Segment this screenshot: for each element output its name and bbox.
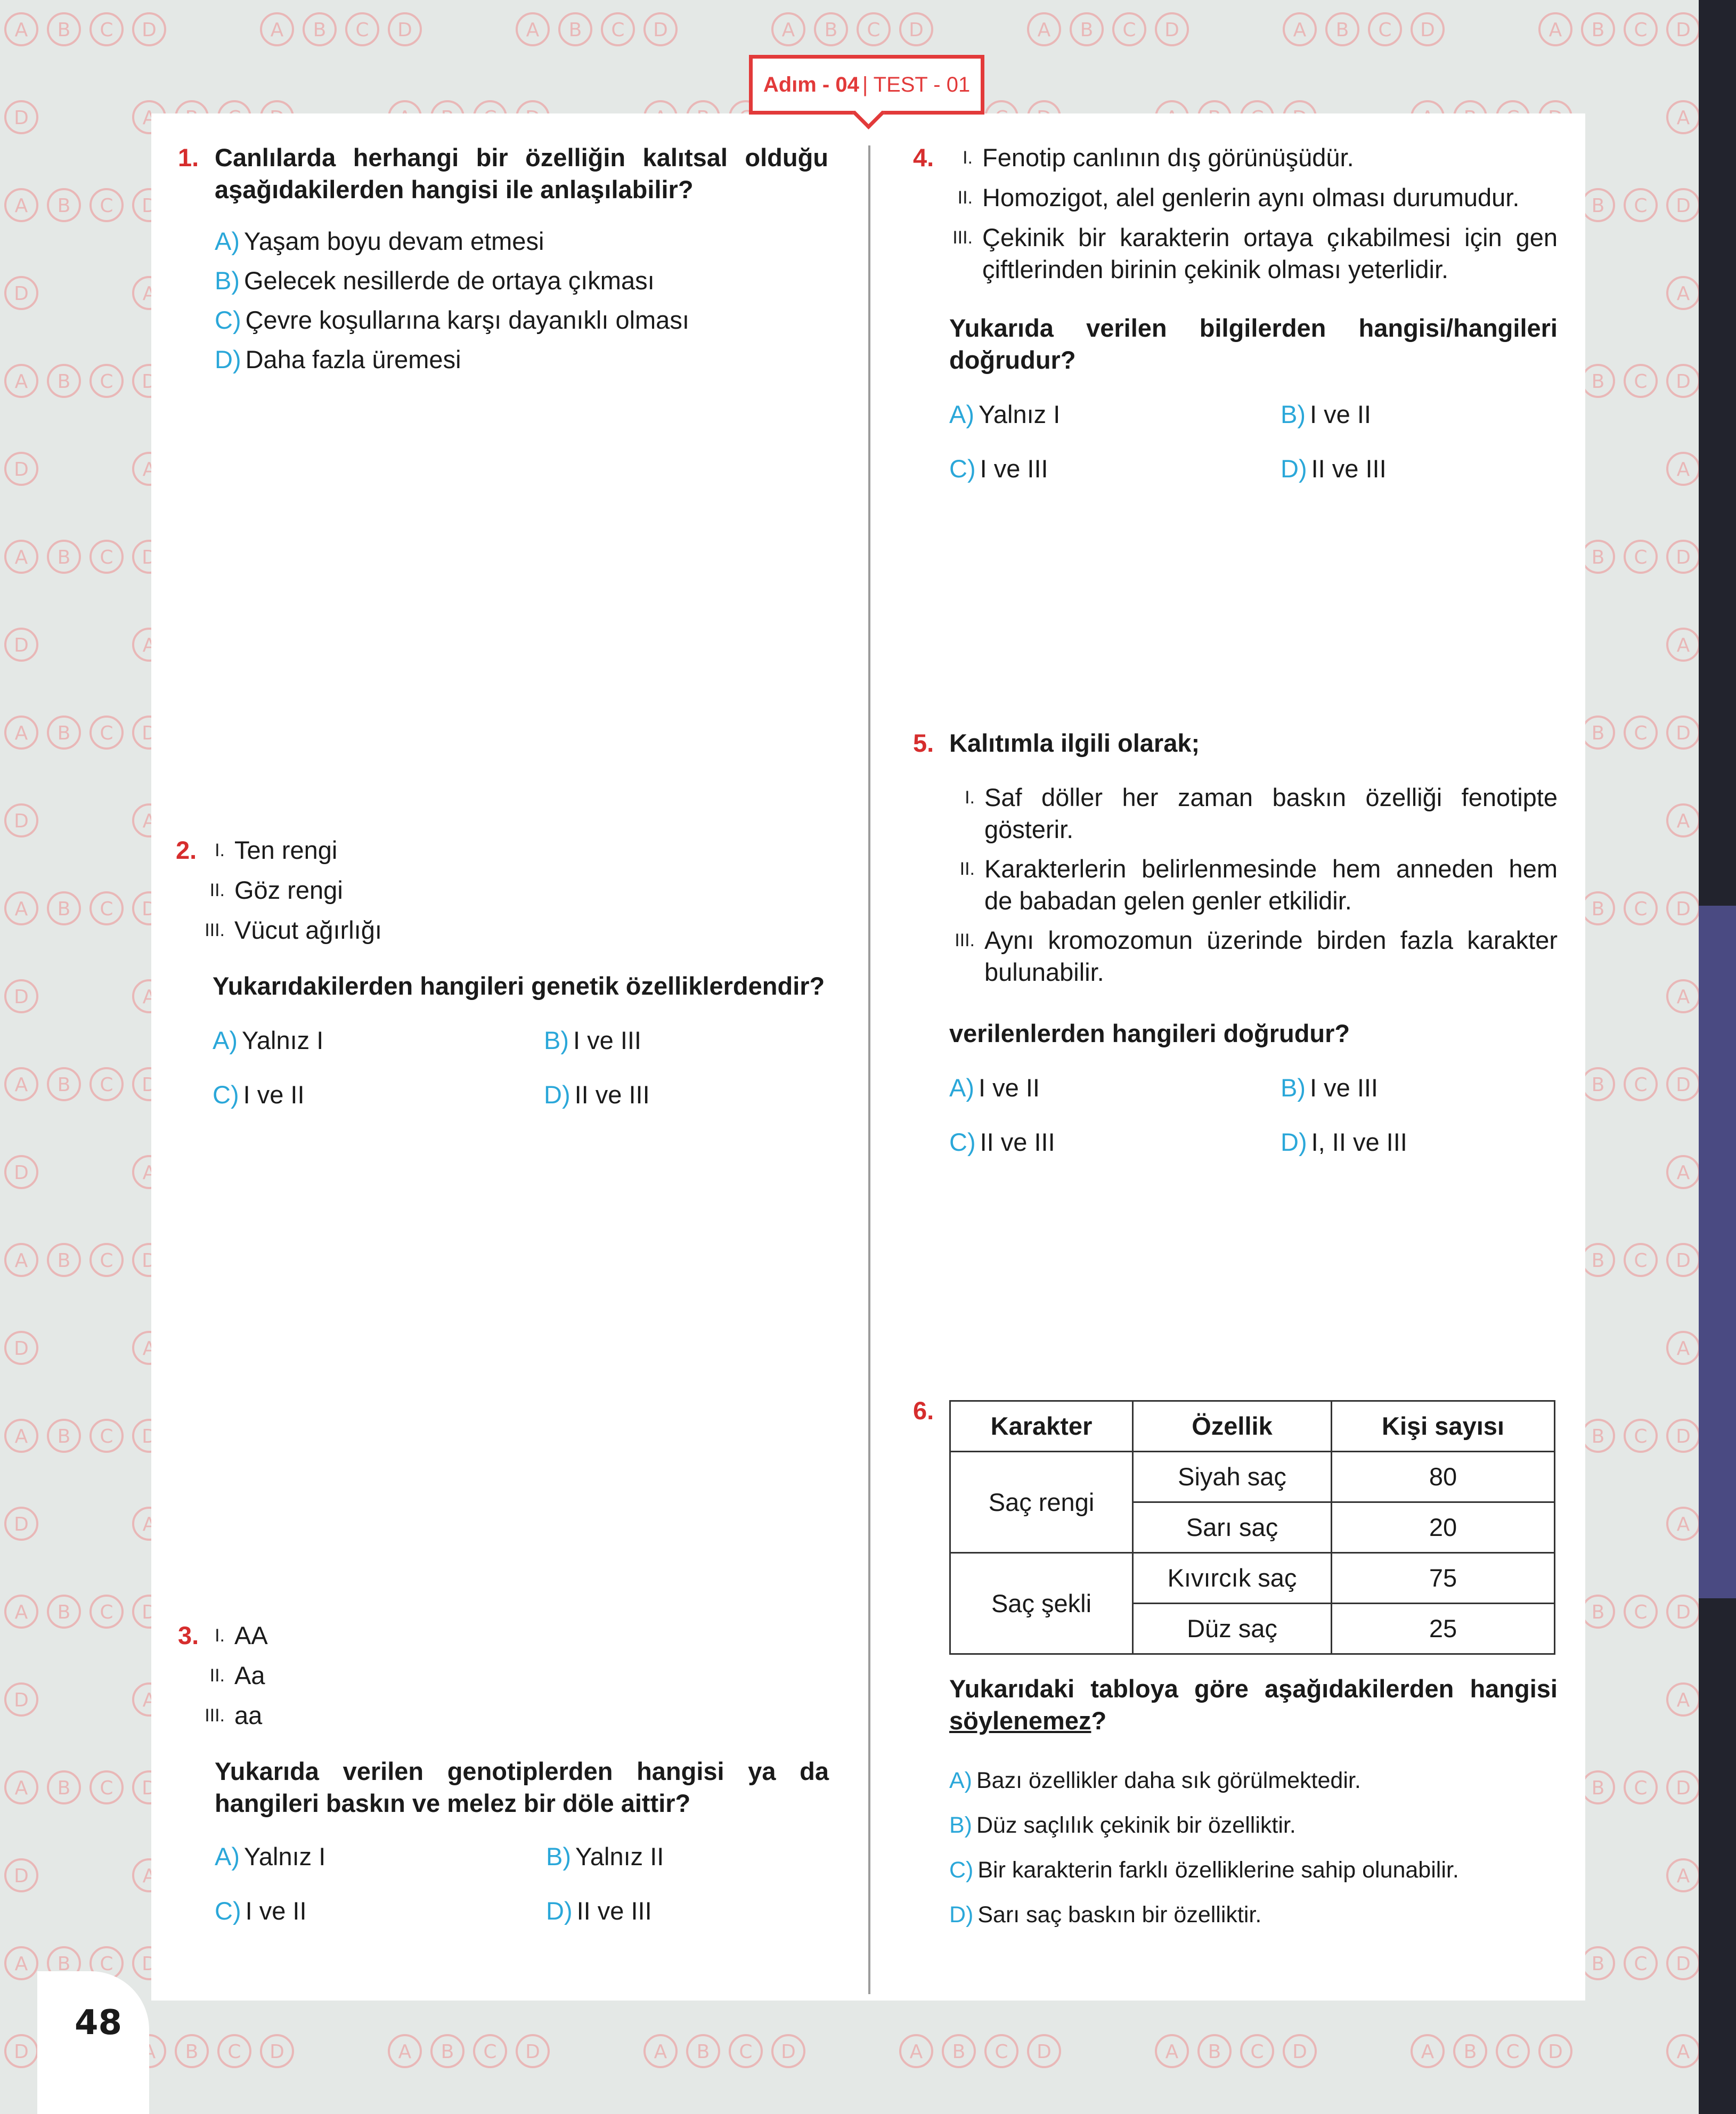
question-stem: Yukarıda verilen bilgilerden hangisi/hangileri doğrudur? bbox=[949, 314, 1558, 374]
statement-ii: II. Karakterlerin belirlenmesinde hem anneden hem de babadan gelen genler etkilidir. bbox=[959, 855, 1558, 915]
statement-i: I. Fenotip canlının dış görünüşüdür. bbox=[963, 143, 1354, 172]
question-intro: Kalıtımla ilgili olarak; bbox=[949, 729, 1200, 757]
table-cell: 25 bbox=[1332, 1604, 1555, 1654]
step-test-badge bbox=[749, 55, 984, 115]
option-d[interactable]: D) I, II ve III bbox=[1281, 1128, 1407, 1156]
option-c[interactable]: C) Çevre koşullarına karşı dayanıklı olması bbox=[215, 306, 689, 334]
table-header: Kişi sayısı bbox=[1332, 1401, 1555, 1452]
table-cell: 80 bbox=[1332, 1452, 1555, 1502]
table-cell: Düz saç bbox=[1133, 1604, 1332, 1654]
option-c[interactable]: C) Bir karakterin farklı özelliklerine sahip olunabilir. bbox=[949, 1857, 1459, 1883]
question-number: 3. bbox=[178, 1621, 199, 1649]
option-c[interactable]: C) I ve III bbox=[949, 454, 1048, 483]
option-b[interactable]: B) I ve III bbox=[1281, 1074, 1378, 1102]
question-stem: Yukarıdaki tabloya göre aşağıdakilerden hangisi söylenemez? bbox=[949, 1674, 1558, 1735]
table-cell: Siyah saç bbox=[1133, 1452, 1332, 1502]
table-cell: 75 bbox=[1332, 1553, 1555, 1604]
option-a[interactable]: A) Yalnız I bbox=[213, 1026, 324, 1054]
trait-table bbox=[949, 1400, 1555, 1655]
option-d[interactable]: D) II ve III bbox=[546, 1897, 652, 1925]
question-stem: verilenlerden hangileri doğrudur? bbox=[949, 1019, 1350, 1047]
option-a[interactable]: A) I ve II bbox=[949, 1074, 1040, 1102]
option-d[interactable]: D) II ve III bbox=[1281, 454, 1387, 483]
option-d[interactable]: D) Sarı saç baskın bir özelliktir. bbox=[949, 1902, 1262, 1928]
option-d[interactable]: D) II ve III bbox=[544, 1080, 650, 1109]
right-edge-strip bbox=[1699, 0, 1736, 2114]
option-c[interactable]: C) I ve II bbox=[213, 1080, 305, 1109]
page-number-tab bbox=[37, 1971, 149, 2114]
statement-iii: III. Aynı kromozomun üzerinde birden fazla karakter bulunabilir. bbox=[955, 926, 1558, 986]
question-number: 2. bbox=[176, 836, 197, 864]
statement-iii: III. aa bbox=[205, 1701, 263, 1729]
statement-ii: II. Aa bbox=[209, 1661, 265, 1689]
question-stem: Yukarıda verilen genotiplerden hangisi ya da hangileri baskın ve melez bir döle aittir? bbox=[215, 1757, 829, 1817]
table-cell: 20 bbox=[1332, 1502, 1555, 1553]
option-a[interactable]: A) Yaşam boyu devam etmesi bbox=[215, 227, 544, 255]
page-number: 48 bbox=[75, 2003, 123, 2043]
statement-ii: II. Göz rengi bbox=[209, 876, 343, 904]
question-stem: Canlılarda herhangi bir özelliğin kalıtsal olduğu aşağıdakilerden hangisi ile anlaşılabilir? bbox=[215, 143, 828, 204]
statement-i: I. Ten rengi bbox=[215, 836, 338, 864]
option-b[interactable]: B) Yalnız II bbox=[546, 1842, 664, 1871]
worksheet-page bbox=[151, 113, 1585, 2001]
statement-iii: III. Çekinik bir karakterin ortaya çıkabilmesi için gen çiftlerinden birinin çekinik olması yeterlidir. bbox=[952, 223, 1558, 283]
option-b[interactable]: B) I ve III bbox=[544, 1026, 641, 1054]
test-label: | TEST - 01 bbox=[862, 72, 971, 96]
question-number: 5. bbox=[913, 729, 934, 757]
question-number: 4. bbox=[913, 143, 934, 172]
table-cell: Saç şekli bbox=[950, 1553, 1133, 1654]
statement-ii: II. Homozigot, alel genlerin aynı olması durumudur. bbox=[957, 183, 1520, 212]
statement-i: I. Saf döller her zaman baskın özelliği fenotipte gösterir. bbox=[965, 783, 1558, 843]
table-header: Özellik bbox=[1133, 1401, 1332, 1452]
option-c[interactable]: C) II ve III bbox=[949, 1128, 1055, 1156]
option-a[interactable]: A) Yalnız I bbox=[949, 400, 1061, 428]
option-a[interactable]: A) Yalnız I bbox=[215, 1842, 326, 1871]
question-number: 1. bbox=[178, 143, 199, 172]
table-header: Karakter bbox=[950, 1401, 1133, 1452]
option-d[interactable]: D) Daha fazla üremesi bbox=[215, 345, 461, 373]
table-cell: Sarı saç bbox=[1133, 1502, 1332, 1553]
statement-i: I. AA bbox=[215, 1621, 268, 1649]
option-a[interactable]: A) Bazı özellikler daha sık görülmektedir. bbox=[949, 1768, 1361, 1793]
option-b[interactable]: B) I ve II bbox=[1281, 400, 1371, 428]
table-cell: Kıvırcık saç bbox=[1133, 1553, 1332, 1604]
option-b[interactable]: B) Düz saçlılık çekinik bir özelliktir. bbox=[949, 1812, 1296, 1838]
question-number: 6. bbox=[913, 1396, 934, 1425]
statement-iii: III. Vücut ağırlığı bbox=[205, 916, 382, 944]
question-stem: Yukarıdakilerden hangileri genetik özelliklerdendir? bbox=[213, 972, 825, 1000]
column-divider bbox=[868, 145, 870, 1994]
table-cell: Saç rengi bbox=[950, 1452, 1133, 1553]
option-b[interactable]: B) Gelecek nesillerde de ortaya çıkması bbox=[215, 266, 655, 295]
step-label: Adım - 04 bbox=[763, 72, 859, 96]
option-c[interactable]: C) I ve II bbox=[215, 1897, 307, 1925]
